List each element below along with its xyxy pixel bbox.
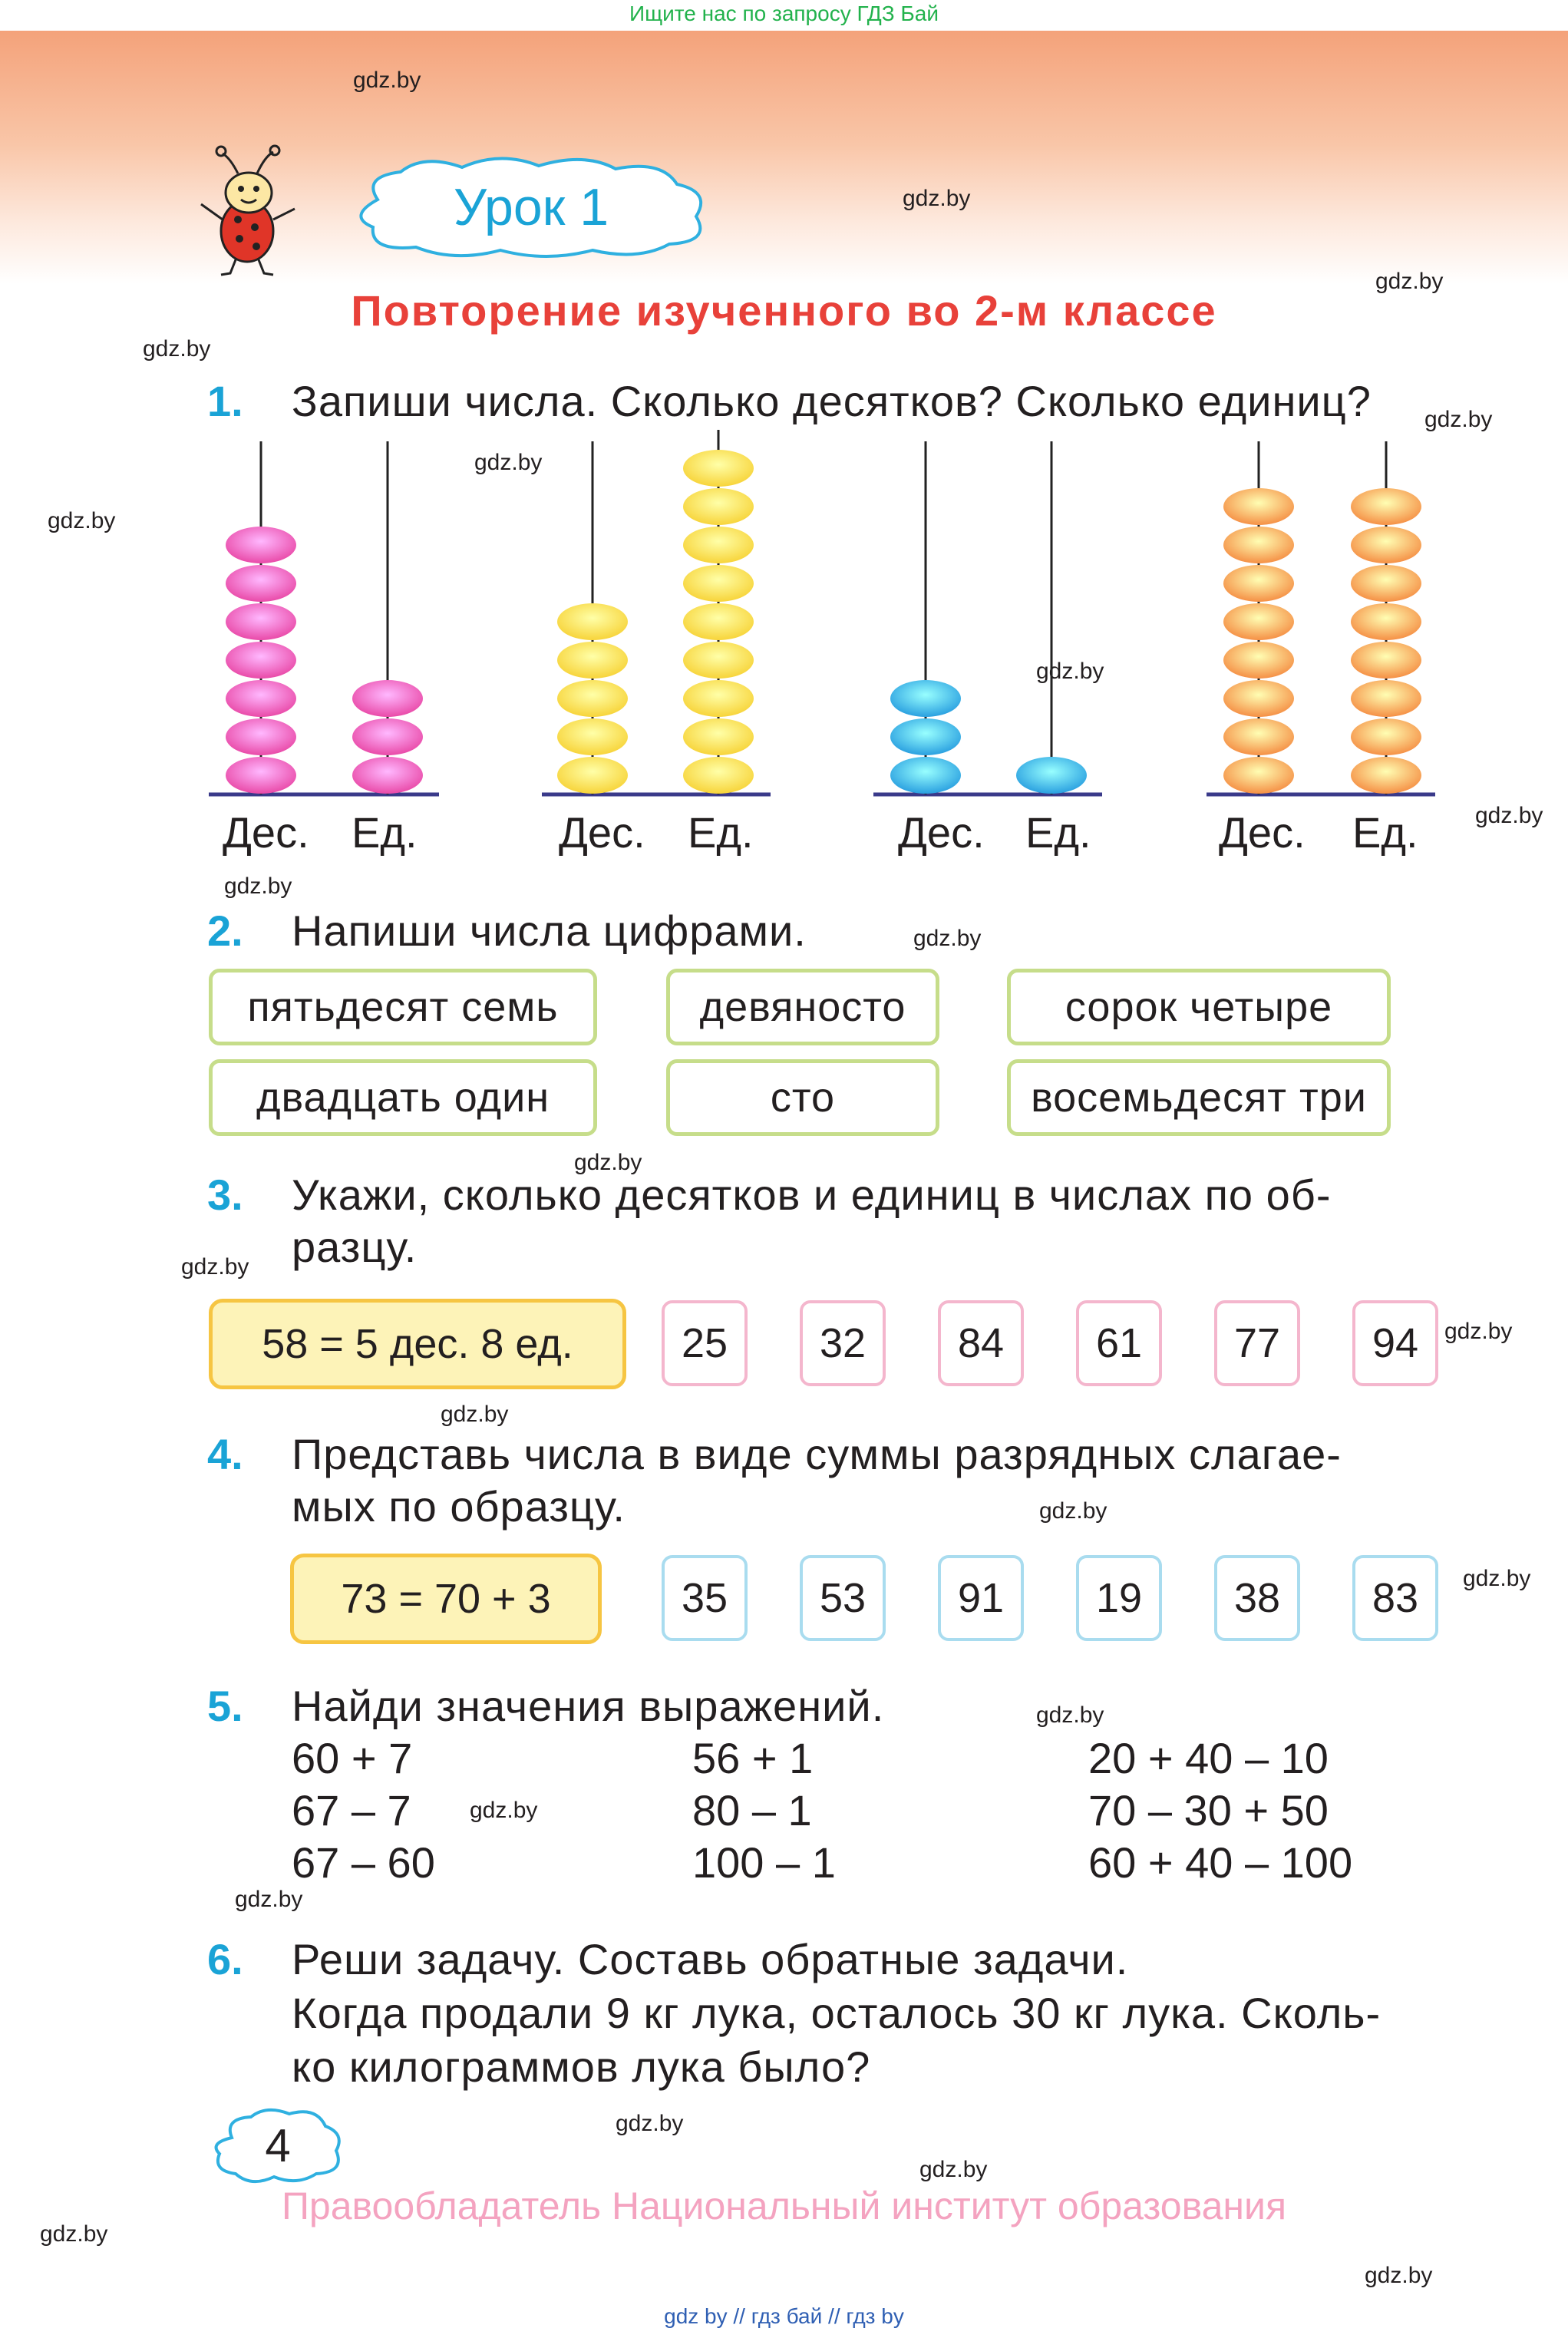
abacus-bead xyxy=(683,450,754,487)
watermark: gdz.by xyxy=(1036,1702,1104,1728)
expression: 67 – 7 xyxy=(292,1786,411,1834)
number-word-card: сорок четыре xyxy=(1007,969,1391,1045)
number-card: 77 xyxy=(1214,1300,1300,1386)
abacus-bead xyxy=(1351,603,1421,640)
abacus-bead xyxy=(683,565,754,602)
abacus-bead xyxy=(890,757,961,794)
abacus-bead xyxy=(683,642,754,679)
watermark: gdz.by xyxy=(1475,803,1543,828)
number-card: 91 xyxy=(938,1555,1024,1641)
watermark: gdz.by xyxy=(235,1887,303,1912)
watermark: gdz.by xyxy=(1375,269,1444,294)
watermark: gdz.by xyxy=(48,508,116,533)
abacus-bead xyxy=(557,718,628,755)
watermark: gdz.by xyxy=(903,186,971,211)
expression: 100 – 1 xyxy=(692,1838,836,1887)
abacus-bead xyxy=(1351,680,1421,717)
expression: 80 – 1 xyxy=(692,1786,812,1834)
number-card: 25 xyxy=(662,1300,748,1386)
task-number: 1. xyxy=(207,377,243,425)
units-label: Ед. xyxy=(1025,808,1091,857)
page-number: 4 xyxy=(265,2119,291,2171)
watermark: gdz.by xyxy=(474,450,543,475)
task-text: Найди значения выражений. xyxy=(292,1682,885,1730)
abacus-bead xyxy=(1223,680,1294,717)
abacus-bead xyxy=(1351,757,1421,794)
expression: 60 + 40 – 100 xyxy=(1088,1838,1353,1887)
units-label: Ед. xyxy=(1352,808,1418,857)
sample-card: 58 = 5 дес. 8 ед. xyxy=(209,1299,626,1389)
number-card: 94 xyxy=(1352,1300,1438,1386)
task-text: Когда продали 9 кг лука, осталось 30 кг лука. Сколь- xyxy=(292,1989,1381,2037)
task-text: Реши задачу. Составь обратные задачи. xyxy=(292,1935,1129,1983)
number-card: 53 xyxy=(800,1555,886,1641)
units-label: Ед. xyxy=(352,808,418,857)
watermark: gdz.by xyxy=(913,926,982,951)
number-card: 32 xyxy=(800,1300,886,1386)
watermark: gdz.by xyxy=(181,1254,249,1280)
watermark: gdz.by xyxy=(919,2157,988,2182)
watermark: gdz.by xyxy=(1463,1566,1531,1591)
watermark: gdz.by xyxy=(1036,659,1104,684)
watermark: gdz.by xyxy=(1365,2263,1433,2288)
abacus-bead xyxy=(683,757,754,794)
watermark: gdz.by xyxy=(143,336,211,362)
number-card: 83 xyxy=(1352,1555,1438,1641)
abacus-bead xyxy=(683,603,754,640)
task-text: Представь числа в виде суммы разрядных слагае- xyxy=(292,1430,1342,1478)
number-card: 61 xyxy=(1076,1300,1162,1386)
task-number: 6. xyxy=(207,1935,243,1983)
watermark: gdz.by xyxy=(1424,407,1493,432)
page-subtitle: Повторение изученного во 2-м классе xyxy=(351,286,1217,335)
abacus-bead xyxy=(226,718,296,755)
abacus-bead xyxy=(226,642,296,679)
abacus-bead xyxy=(1351,642,1421,679)
number-word-card: сто xyxy=(666,1059,939,1136)
bottom-links[interactable]: gdz by // гдз бай // гдз by xyxy=(664,2304,904,2328)
abacus-bead xyxy=(226,757,296,794)
expression: 67 – 60 xyxy=(292,1838,435,1887)
abacus-bead xyxy=(1223,642,1294,679)
number-word-card: девяносто xyxy=(666,969,939,1045)
abacus-bead xyxy=(683,718,754,755)
task-text: разцу. xyxy=(292,1223,418,1271)
copyright-footer: Правообладатель Национальный институт образования xyxy=(281,2184,1287,2227)
abacus-bead xyxy=(1223,603,1294,640)
number-word-card: двадцать один xyxy=(209,1059,597,1136)
abacus-bead xyxy=(226,565,296,602)
watermark: gdz.by xyxy=(224,873,292,899)
task-number: 4. xyxy=(207,1430,243,1478)
abacus-bead xyxy=(557,642,628,679)
watermark: gdz.by xyxy=(40,2221,108,2247)
abacus-bead xyxy=(1223,757,1294,794)
number-word-card: пятьдесят семь xyxy=(209,969,597,1045)
abacus-bead xyxy=(890,718,961,755)
tens-label: Дес. xyxy=(1219,808,1306,857)
watermark: gdz.by xyxy=(1039,1498,1108,1524)
expression: 60 + 7 xyxy=(292,1734,413,1782)
ladybug-illustration xyxy=(192,143,307,277)
watermark: gdz.by xyxy=(1444,1319,1513,1344)
watermark: gdz.by xyxy=(574,1150,642,1175)
task-number: 3. xyxy=(207,1171,243,1219)
expression: 20 + 40 – 10 xyxy=(1088,1734,1329,1782)
task-text: мых по образцу. xyxy=(292,1482,626,1531)
abacus-bead xyxy=(352,757,423,794)
number-word-card: восемьдесят три xyxy=(1007,1059,1391,1136)
watermark: gdz.by xyxy=(470,1798,538,1823)
abacus-bead xyxy=(226,603,296,640)
abacus-bead xyxy=(226,680,296,717)
task-number: 2. xyxy=(207,906,243,955)
tens-label: Дес. xyxy=(559,808,645,857)
abacus-bead xyxy=(683,527,754,563)
lesson-title: Урок 1 xyxy=(453,178,609,236)
abacus-bead xyxy=(683,680,754,717)
abacus-illustration xyxy=(0,430,1568,798)
abacus-bead xyxy=(557,680,628,717)
tens-label: Дес. xyxy=(898,808,985,857)
lesson-cloud xyxy=(347,154,715,261)
task-number: 5. xyxy=(207,1682,243,1730)
abacus-bead xyxy=(1223,565,1294,602)
abacus-bead xyxy=(1016,757,1087,794)
expression: 56 + 1 xyxy=(692,1734,814,1782)
watermark: gdz.by xyxy=(616,2111,684,2136)
abacus-bead xyxy=(1351,527,1421,563)
tens-label: Дес. xyxy=(223,808,309,857)
number-card: 19 xyxy=(1076,1555,1162,1641)
abacus-bead xyxy=(1351,488,1421,525)
task-text: ко килограммов лука было? xyxy=(292,2042,871,2091)
abacus-bead xyxy=(1223,527,1294,563)
number-card: 38 xyxy=(1214,1555,1300,1641)
task-text: Запиши числа. Сколько десятков? Сколько единиц? xyxy=(292,377,1372,425)
top-note[interactable]: Ищите нас по запросу ГДЗ Бай xyxy=(629,2,939,25)
sample-card: 73 = 70 + 3 xyxy=(290,1554,602,1644)
task-text: Напиши числа цифрами. xyxy=(292,906,807,955)
abacus-bead xyxy=(352,718,423,755)
abacus-bead xyxy=(890,680,961,717)
abacus-bead xyxy=(557,603,628,640)
abacus-bead xyxy=(1223,488,1294,525)
abacus-bead xyxy=(226,527,296,563)
abacus-bead xyxy=(1351,718,1421,755)
expression: 70 – 30 + 50 xyxy=(1088,1786,1329,1834)
number-card: 84 xyxy=(938,1300,1024,1386)
abacus-bead xyxy=(1223,718,1294,755)
abacus-bead xyxy=(557,757,628,794)
number-card: 35 xyxy=(662,1555,748,1641)
abacus-bead xyxy=(683,488,754,525)
watermark: gdz.by xyxy=(353,68,421,93)
abacus-bead xyxy=(1351,565,1421,602)
watermark: gdz.by xyxy=(441,1402,509,1427)
abacus-bead xyxy=(352,680,423,717)
task-text: Укажи, сколько десятков и единиц в числах по об- xyxy=(292,1171,1332,1219)
units-label: Ед. xyxy=(688,808,754,857)
